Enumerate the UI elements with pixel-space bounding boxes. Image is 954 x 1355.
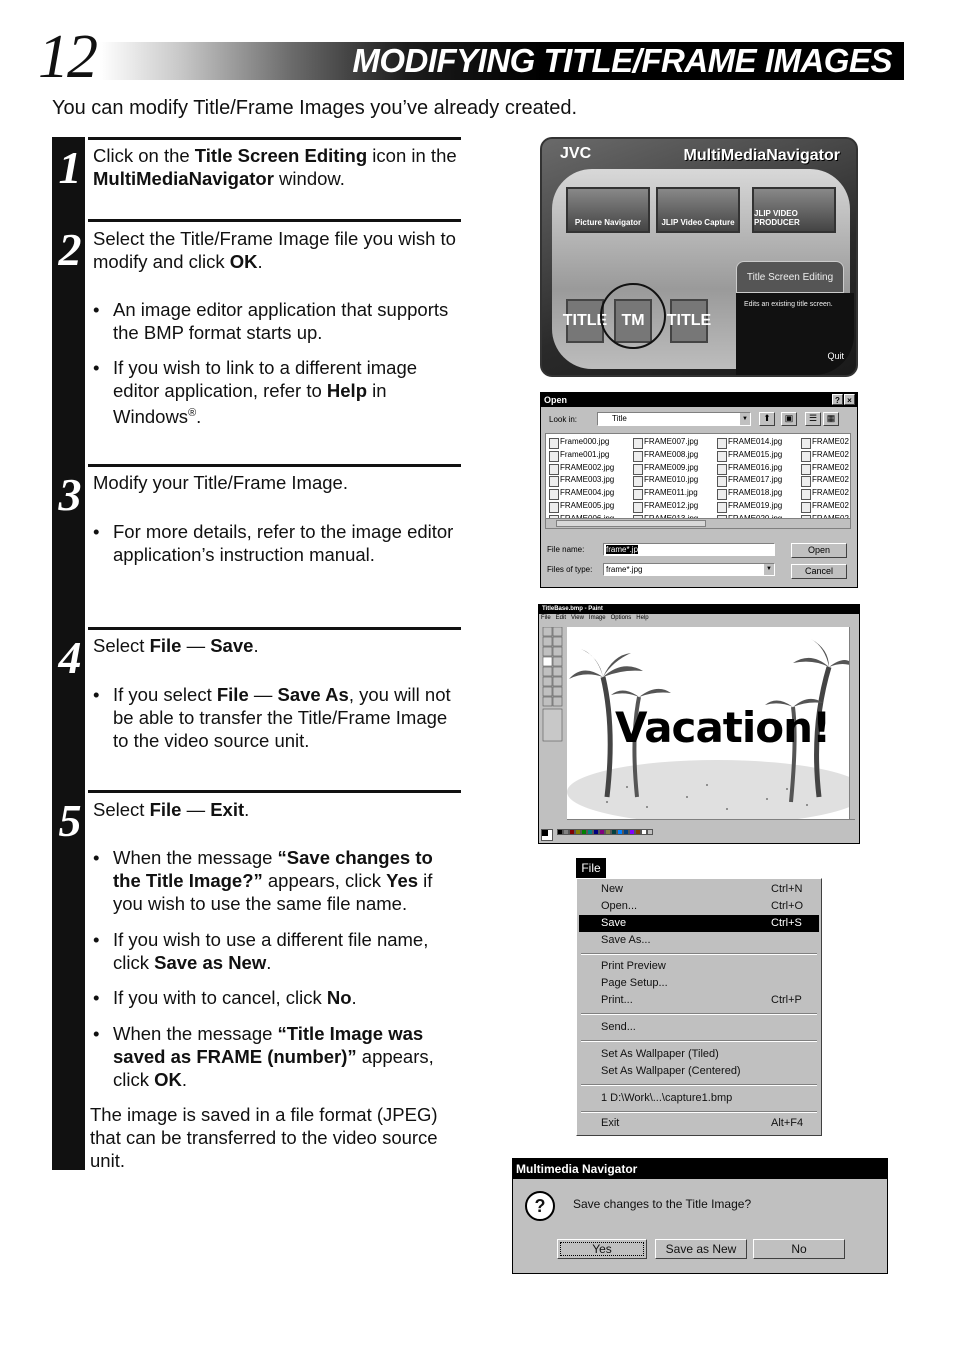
menu-separator	[581, 1111, 817, 1113]
menu-separator	[581, 1084, 817, 1086]
list-item[interactable]: FRAME012.jpg	[632, 500, 716, 513]
list-item[interactable]: FRAME02	[800, 474, 851, 487]
step-5-bullet: • When the message “Title Image was saved as FRAME (number)” appears, click OK.	[93, 1022, 461, 1091]
step-3-text: Modify your Title/Frame Image.	[93, 472, 348, 493]
list-item[interactable]: FRAME004.jpg	[548, 487, 632, 500]
closing-text: The image is saved in a file format (JPEG) that can be transferred to the video source unit.	[90, 1104, 438, 1171]
help-icon[interactable]: ?	[832, 394, 843, 405]
menu-item-new[interactable]: New Ctrl+N	[601, 883, 803, 895]
list-item[interactable]: FRAME014.jpg	[716, 436, 800, 449]
new-folder-icon[interactable]: ▣	[781, 412, 797, 426]
list-item[interactable]: FRAME02	[800, 462, 851, 475]
file-menu	[576, 878, 822, 1136]
title-screen-editing-tab[interactable]: Title Screen Editing	[736, 261, 844, 293]
open-dialog	[540, 392, 858, 588]
save-changes-dialog	[512, 1158, 888, 1274]
menu-file[interactable]: File	[541, 615, 551, 621]
list-item[interactable]: FRAME011.jpg	[632, 487, 716, 500]
message-box-titlebar: Multimedia Navigator	[513, 1159, 887, 1179]
step-number: 5	[58, 795, 82, 846]
step-5-text: Select File — Exit.	[93, 799, 250, 820]
menu-item-save-as[interactable]: Save As...	[601, 934, 651, 946]
list-item[interactable]: FRAME016.jpg	[716, 462, 800, 475]
step-divider	[88, 464, 461, 467]
list-item[interactable]: FRAME008.jpg	[632, 449, 716, 462]
file-type-label: Files of type:	[547, 565, 593, 574]
menu-item-send[interactable]: Send...	[601, 1021, 636, 1033]
picture-navigator-button[interactable]: Picture Navigator	[566, 187, 650, 233]
menu-separator	[581, 1013, 817, 1015]
color-palette[interactable]	[557, 829, 661, 835]
canvas-text: Vacation!	[615, 703, 831, 752]
title-icon[interactable]: TITLE	[566, 299, 604, 343]
horizontal-scrollbar[interactable]	[546, 518, 850, 528]
open-dialog-titlebar: Open ? ×	[541, 393, 857, 407]
palette-swatch[interactable]	[647, 829, 653, 835]
page-number: 12	[38, 23, 96, 91]
chevron-down-icon[interactable]: ▼	[764, 564, 774, 575]
list-item[interactable]: FRAME02	[800, 500, 851, 513]
scrollbar-thumb[interactable]	[556, 520, 706, 527]
close-icon[interactable]: ×	[844, 394, 855, 405]
multimedianavigator-window	[540, 137, 858, 377]
menu-item-save[interactable]: Save Ctrl+S	[579, 915, 819, 932]
list-item[interactable]: FRAME007.jpg	[632, 436, 716, 449]
menu-options[interactable]: Options	[610, 615, 632, 621]
list-item[interactable]: FRAME009.jpg	[632, 462, 716, 475]
menu-item-print-preview[interactable]: Print Preview	[601, 960, 666, 972]
menu-view[interactable]: View	[571, 615, 584, 621]
menu-item-print[interactable]: Print... Ctrl+P	[601, 994, 802, 1006]
step-4-text: Select File — Save.	[93, 635, 259, 656]
menu-separator	[581, 1040, 817, 1042]
paint-toolbox	[542, 627, 564, 747]
open-button[interactable]: Open	[791, 543, 847, 558]
step-number: 3	[58, 469, 82, 520]
question-icon: ?	[525, 1191, 555, 1221]
step-divider	[88, 627, 461, 630]
menu-item-open[interactable]: Open... Ctrl+O	[601, 900, 804, 912]
look-in-label: Look in:	[549, 415, 578, 424]
jvc-logo: JVC	[560, 145, 592, 162]
step-2-bullet: • An image editor application that supports the BMP format starts up.	[93, 298, 461, 344]
file-menu-header[interactable]: File	[576, 858, 606, 878]
step-4-bullet: • If you select File — Save As, you will not be able to transfer the Title/Frame Image to the video source unit.	[93, 683, 461, 752]
chevron-down-icon[interactable]: ▼	[740, 413, 750, 425]
list-item[interactable]: FRAME02	[800, 449, 851, 462]
step-divider	[88, 219, 461, 222]
list-item[interactable]: Frame000.jpg	[548, 436, 632, 449]
list-item[interactable]: Frame001.jpg	[548, 449, 632, 462]
step-5-bullet: • If you with to cancel, click No.	[93, 986, 461, 1009]
mmn-title: MultiMediaNavigator	[683, 147, 840, 164]
menu-help[interactable]: Help	[636, 615, 649, 621]
step-2-text: Select the Title/Frame Image file you wish to modify and click OK.	[93, 228, 456, 272]
horizontal-scrollbar[interactable]	[567, 819, 855, 827]
menu-item-wallpaper-centered[interactable]: Set As Wallpaper (Centered)	[601, 1065, 741, 1077]
mmn-description: Edits an existing title screen.	[736, 293, 854, 375]
step-1-text: Click on the Title Screen Editing icon in the MultiMediaNavigator window.	[93, 145, 457, 189]
menu-separator	[581, 953, 817, 955]
quit-button[interactable]: Quit	[827, 351, 844, 361]
step-divider	[88, 790, 461, 793]
no-button[interactable]: No	[753, 1239, 845, 1259]
intro-text: You can modify Title/Frame Images you’ve already created.	[52, 97, 578, 119]
yes-button[interactable]: Yes	[557, 1239, 647, 1259]
step-number: 2	[58, 224, 82, 275]
step-divider	[88, 137, 461, 140]
list-item[interactable]: FRAME017.jpg	[716, 474, 800, 487]
file-name-input[interactable]: frame*.jp	[603, 543, 775, 556]
paint-menubar	[541, 615, 649, 621]
list-item[interactable]: FRAME003.jpg	[548, 474, 632, 487]
page-title: MODIFYING TITLE/FRAME IMAGES	[352, 42, 892, 79]
list-item[interactable]: FRAME018.jpg	[716, 487, 800, 500]
menu-item-recent-file[interactable]: 1 D:\Work\...\capture1.bmp	[601, 1092, 733, 1104]
menu-item-page-setup[interactable]: Page Setup...	[601, 977, 668, 989]
save-as-new-button[interactable]: Save as New	[655, 1239, 747, 1259]
list-item[interactable]: FRAME002.jpg	[548, 462, 632, 475]
file-type-select[interactable]: frame*.jpg ▼	[603, 563, 775, 576]
list-item[interactable]: FRAME015.jpg	[716, 449, 800, 462]
paint-window	[538, 604, 860, 844]
look-in-select[interactable]: Title ▼	[597, 412, 751, 426]
step-5-bullet: • If you wish to use a different file name, click Save as New.	[93, 928, 461, 974]
highlight-circle	[600, 283, 666, 349]
list-item[interactable]: FRAME005.jpg	[548, 500, 632, 513]
step-2-bullet: • If you wish to link to a different image editor application, refer to Help in Windows®.	[93, 356, 461, 428]
menu-item-exit[interactable]: Exit Alt+F4	[601, 1117, 804, 1129]
list-item[interactable]: FRAME02	[800, 487, 851, 500]
menu-edit[interactable]: Edit	[555, 615, 567, 621]
toolbox-icons[interactable]	[542, 627, 564, 747]
step-5-bullet: • When the message “Save changes to the Title Image?” appears, click Yes if you wish to use the same file name.	[93, 846, 461, 915]
message-text: Save changes to the Title Image?	[573, 1197, 752, 1211]
file-name-label: File name:	[547, 545, 585, 554]
list-item[interactable]: FRAME019.jpg	[716, 500, 800, 513]
jlip-video-producer-button[interactable]: JLIP VIDEO PRODUCER	[752, 187, 836, 233]
up-folder-icon[interactable]: ⬆	[759, 412, 775, 426]
list-view-icon[interactable]: ☰	[805, 412, 821, 426]
details-view-icon[interactable]: ▦	[823, 412, 839, 426]
current-color-swatch	[541, 829, 553, 841]
cancel-button[interactable]: Cancel	[791, 564, 847, 579]
title-screen-editing-icon[interactable]: TM	[614, 299, 652, 343]
list-item[interactable]: FRAME010.jpg	[632, 474, 716, 487]
paint-titlebar: TitleBase.bmp - Paint	[539, 605, 859, 614]
step-3-bullet: • For more details, refer to the image editor application’s instruction manual.	[93, 520, 461, 566]
menu-item-wallpaper-tiled[interactable]: Set As Wallpaper (Tiled)	[601, 1048, 719, 1060]
step-number: 4	[58, 632, 82, 683]
title-icon[interactable]: TITLE	[670, 299, 708, 343]
paint-canvas[interactable]	[567, 627, 855, 819]
jlip-video-capture-button[interactable]: JLIP Video Capture	[656, 187, 740, 233]
menu-image[interactable]: Image	[588, 615, 606, 621]
vertical-scrollbar[interactable]	[849, 627, 857, 819]
file-list[interactable]	[545, 433, 851, 529]
list-item[interactable]: FRAME02	[800, 436, 851, 449]
step-number: 1	[58, 142, 82, 193]
